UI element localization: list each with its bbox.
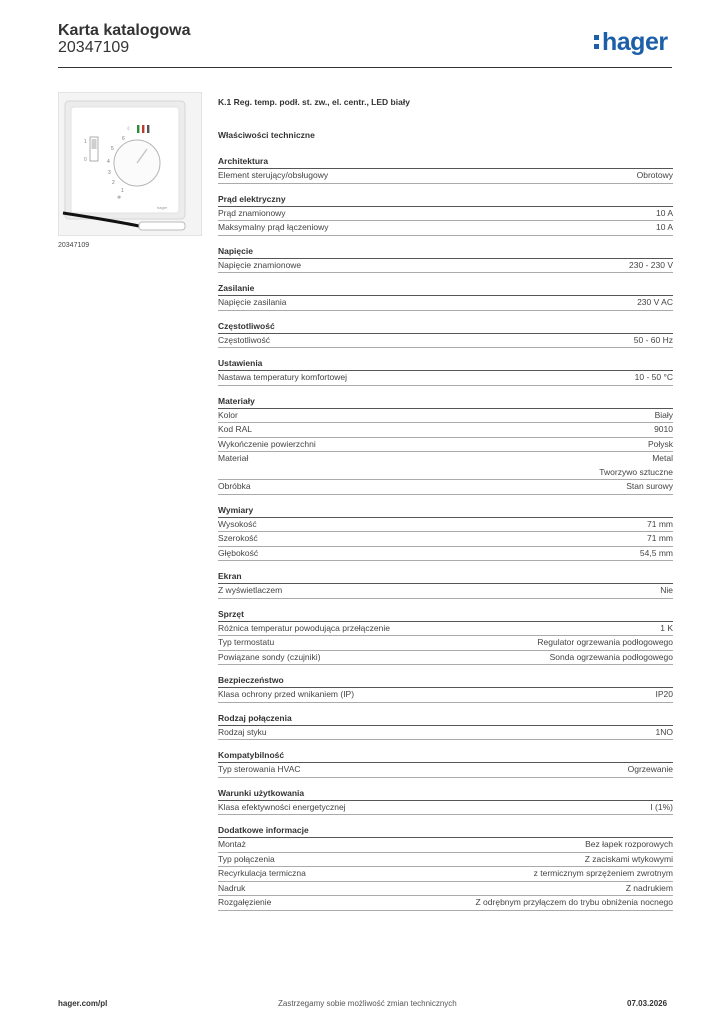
sensor-symbol: ☾ [127, 126, 132, 132]
property-label: Z wyświetlaczem [218, 585, 283, 595]
properties-heading: Właściwości techniczne [218, 130, 315, 140]
night-symbol: ❄ [117, 195, 122, 201]
property-value-line: Z nadrukiem [625, 882, 673, 893]
property-label: Rozgałęzienie [218, 897, 272, 907]
property-row [218, 651, 673, 666]
property-label: Wykończenie powierzchni [218, 438, 316, 449]
section-title: Prąd elektryczny [218, 193, 673, 207]
property-value [656, 688, 674, 702]
sensor-probe [139, 222, 185, 230]
dial-number-5: 5 [111, 146, 114, 152]
dial-number-2: 2 [112, 180, 115, 186]
property-value-line: Bez łapek rozporowych [585, 839, 673, 849]
property-value-line: 10 A [655, 207, 673, 218]
property-value-line: Sonda ogrzewania podłogowego [549, 651, 673, 662]
property-value-line: Tworzywo sztuczne [599, 466, 673, 477]
section-title: Architektura [218, 155, 673, 169]
property-label: Typ termostatu [218, 637, 275, 647]
property-section [218, 357, 673, 386]
property-section [218, 245, 673, 274]
property-value [660, 584, 673, 598]
property-value-line: 1 K [660, 622, 673, 633]
property-label: Nadruk [218, 882, 246, 893]
property-value [647, 532, 673, 546]
property-value-line: Z odrębnym przyłączem do trybu obniżenia nocnego [475, 897, 673, 907]
property-label: Obróbka [218, 481, 251, 491]
property-value [635, 371, 673, 385]
property-label: Szerokość [218, 533, 258, 543]
property-value-line: Połysk [647, 438, 673, 449]
property-value-line: 10 A [655, 222, 673, 232]
property-value [476, 896, 674, 910]
property-row [218, 688, 673, 703]
property-label: Powiązane sondy (czujniki) [218, 651, 321, 662]
property-row [218, 423, 673, 438]
property-row [218, 838, 673, 853]
dial-number-6: 6 [122, 136, 125, 142]
property-section [218, 155, 673, 184]
property-label: Typ połączenia [218, 853, 275, 864]
property-section [218, 282, 673, 311]
footer-date: 07.03.2026 [627, 999, 668, 1008]
property-value-line: Stan surowy [626, 481, 673, 491]
section-title: Sprzęt [218, 608, 673, 622]
property-value [585, 838, 673, 852]
property-row [218, 882, 673, 897]
property-value [656, 207, 673, 221]
property-row [218, 409, 673, 424]
header-divider [58, 67, 672, 68]
property-row [218, 221, 673, 236]
thermostat-illustration [59, 93, 201, 235]
property-value [650, 801, 673, 815]
section-title: Wymiary [218, 504, 673, 518]
property-value [647, 518, 673, 532]
property-row [218, 853, 673, 868]
property-value [655, 409, 673, 423]
property-label: Kod RAL [218, 424, 253, 434]
property-label: Nastawa temperatury komfortowej [218, 372, 347, 382]
property-section [218, 608, 673, 666]
property-value [550, 651, 673, 665]
property-value [637, 169, 673, 183]
switch-label-0: 0 [84, 157, 87, 163]
property-value-line: Nie [660, 585, 673, 595]
property-value [654, 423, 673, 437]
property-row [218, 532, 673, 547]
property-section [218, 787, 673, 816]
section-title: Materiały [218, 395, 673, 409]
property-row [218, 438, 673, 453]
section-title: Bezpieczeństwo [218, 674, 673, 688]
property-value-line: 10 - 50 °C [634, 372, 673, 382]
property-value [656, 726, 673, 740]
property-row [218, 547, 673, 562]
property-section [218, 193, 673, 236]
property-label: Klasa ochrony przed wnikaniem (IP) [218, 689, 355, 699]
property-section [218, 570, 673, 599]
property-section [218, 504, 673, 562]
property-row [218, 518, 673, 533]
property-value-line: Metal [652, 453, 673, 463]
property-value-line: 9010 [654, 424, 673, 434]
property-label: Element sterujący/obsługowy [218, 170, 329, 180]
property-value [648, 438, 673, 452]
property-row [218, 207, 673, 222]
section-title: Zasilanie [218, 282, 673, 296]
property-value-line: 71 mm [647, 533, 673, 543]
property-label: Napięcie znamionowe [218, 259, 302, 270]
property-row [218, 801, 673, 816]
property-value [534, 867, 673, 881]
property-value-line: Biały [654, 409, 673, 420]
property-value [599, 452, 673, 479]
dial-number-4: 4 [107, 159, 110, 165]
property-value-line: Regulator ogrzewania podłogowego [537, 637, 673, 647]
property-value [626, 480, 673, 494]
property-value [660, 622, 673, 636]
logo-dots-icon [594, 35, 599, 49]
property-label: Materiał [218, 453, 249, 463]
section-title: Rodzaj połączenia [218, 712, 673, 726]
property-value-line: 230 - 230 V [629, 259, 673, 270]
property-value [634, 334, 673, 348]
section-title: Ustawienia [218, 357, 673, 371]
property-row [218, 480, 673, 495]
property-value [629, 259, 673, 273]
device-brand-mark: hager [157, 205, 168, 210]
property-label: Napięcie zasilania [218, 297, 287, 307]
property-row [218, 371, 673, 386]
product-code: 20347109 [58, 39, 130, 56]
property-value-line: Ogrzewanie [627, 764, 673, 774]
property-value [656, 221, 673, 235]
property-value [585, 853, 673, 867]
property-label: Prąd znamionowy [218, 207, 286, 218]
property-row [218, 726, 673, 741]
property-value [640, 547, 673, 561]
property-value-line: IP20 [655, 689, 673, 699]
property-row [218, 636, 673, 651]
property-row [218, 334, 673, 349]
property-section [218, 749, 673, 778]
property-value-line: z termicznym sprzężeniem zwrotnym [533, 868, 673, 878]
property-value [637, 296, 673, 310]
property-row [218, 452, 673, 480]
property-section [218, 320, 673, 349]
property-row [218, 169, 673, 184]
image-caption: 20347109 [58, 242, 90, 249]
document-title: Karta katalogowa [58, 22, 191, 39]
property-label: Maksymalny prąd łączeniowy [218, 222, 329, 232]
property-row [218, 867, 673, 882]
property-section [218, 395, 673, 495]
property-section [218, 824, 673, 911]
footer-disclaimer: Zastrzegamy sobie możliwość zmian technicznych [278, 999, 457, 1008]
property-label: Recyrkulacja termiczna [218, 868, 306, 878]
property-value-line: I (1%) [650, 801, 673, 812]
properties-table [218, 155, 673, 920]
property-label: Różnica temperatur powodująca przełączenie [218, 622, 390, 633]
property-value-line: 54,5 mm [639, 547, 673, 558]
property-label: Rodzaj styku [218, 726, 267, 737]
footer-website[interactable]: hager.com/pl [58, 999, 108, 1008]
dial-number-1: 1 [121, 188, 124, 194]
property-label: Wysokość [218, 518, 257, 529]
section-title: Ekran [218, 570, 673, 584]
hager-logo [594, 28, 668, 57]
property-value-line: Z zaciskami wtykowymi [584, 853, 673, 864]
section-title: Napięcie [218, 245, 673, 259]
product-image [58, 92, 202, 236]
property-row [218, 296, 673, 311]
dial-number-3: 3 [108, 170, 111, 176]
property-row [218, 584, 673, 599]
property-value [628, 763, 673, 777]
section-title: Częstotliwość [218, 320, 673, 334]
property-row [218, 763, 673, 778]
property-value-line: 1NO [655, 726, 673, 737]
property-value-line: 230 V AC [637, 297, 673, 307]
property-section [218, 712, 673, 741]
led-red [142, 125, 144, 133]
property-row [218, 259, 673, 274]
section-title: Kompatybilność [218, 749, 673, 763]
product-description: K.1 Reg. temp. podł. st. zw., el. centr., LED biały [218, 97, 410, 107]
led-dark [147, 125, 149, 133]
property-value-line: 50 - 60 Hz [633, 334, 673, 345]
property-value-line: 71 mm [647, 518, 673, 529]
led-green [137, 125, 139, 133]
property-label: Częstotliwość [218, 334, 270, 345]
section-title: Warunki użytkowania [218, 787, 673, 801]
property-value [537, 636, 673, 650]
property-row [218, 896, 673, 911]
property-value [626, 882, 673, 896]
property-label: Kolor [218, 409, 238, 420]
property-row [218, 622, 673, 637]
property-label: Klasa efektywności energetycznej [218, 801, 346, 812]
property-label: Montaż [218, 839, 246, 849]
property-section [218, 674, 673, 703]
property-label: Typ sterowania HVAC [218, 764, 301, 774]
logo-text: hager [602, 28, 668, 56]
property-value-line: Obrotowy [636, 170, 673, 180]
switch-label-1: 1 [84, 139, 87, 145]
property-label: Głębokość [218, 547, 259, 558]
section-title: Dodatkowe informacje [218, 824, 673, 838]
